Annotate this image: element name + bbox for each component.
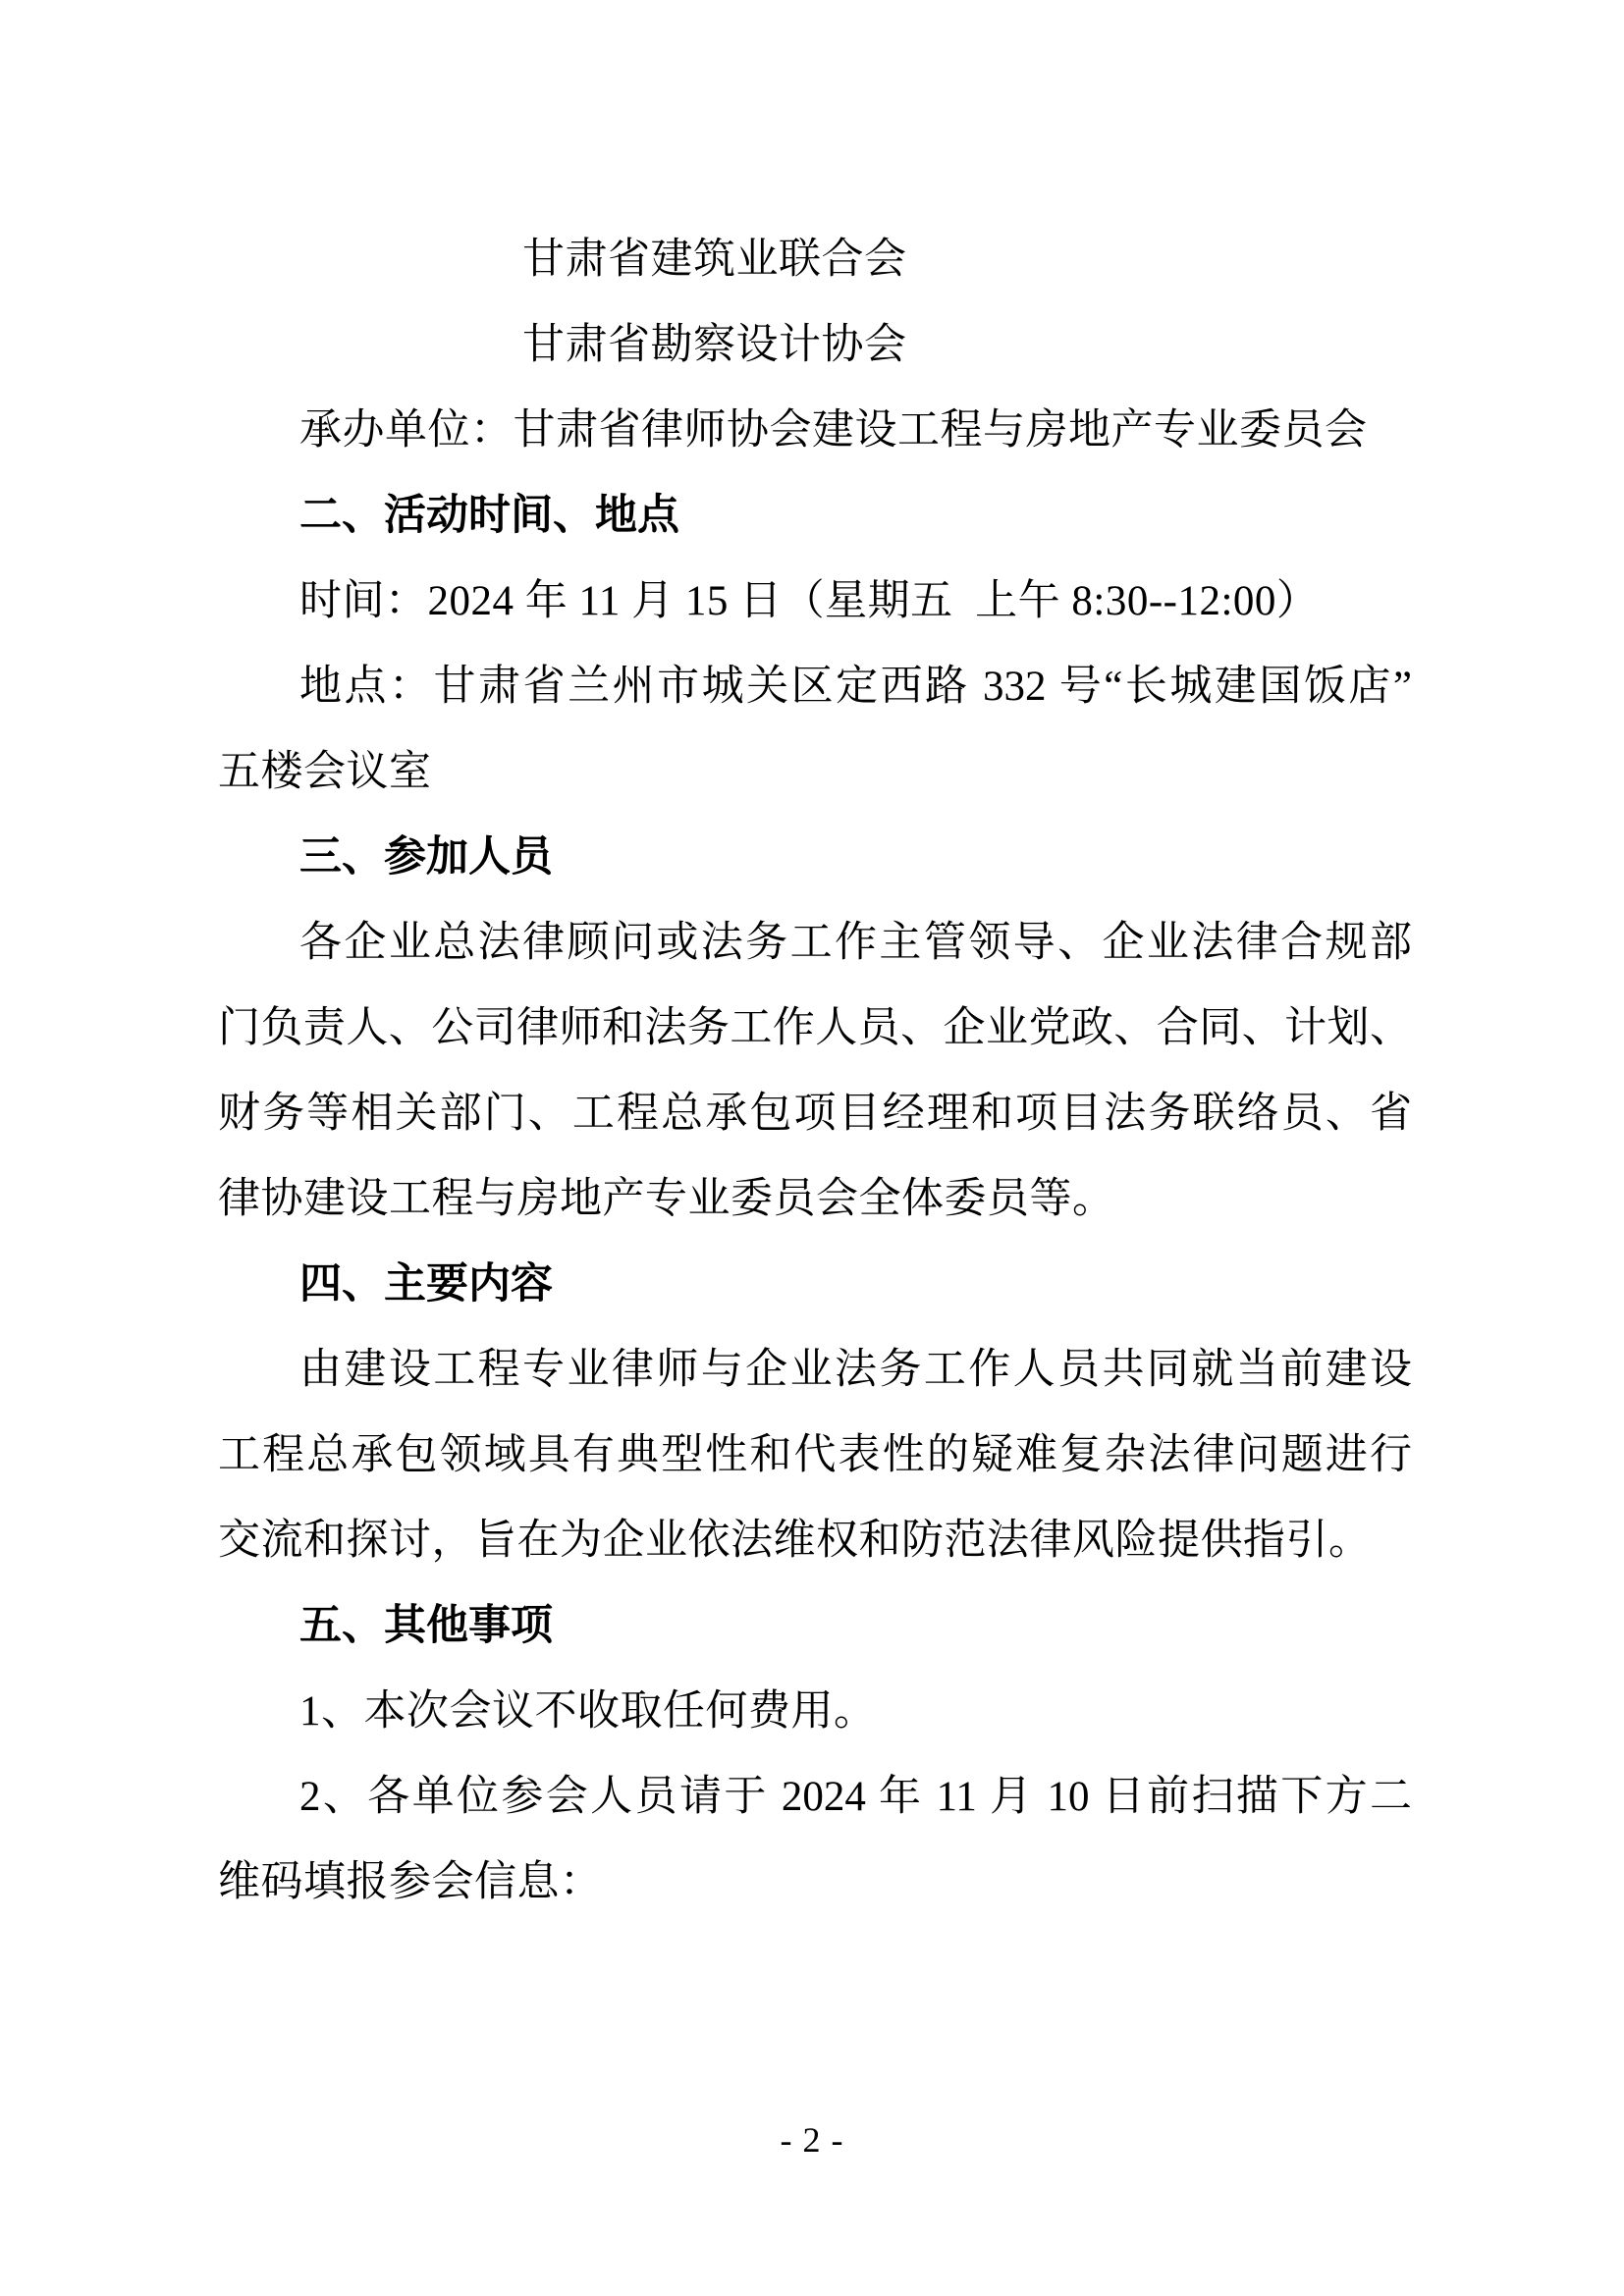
main-content-line-3: 交流和探讨，旨在为企业依法维权和防范法律风险提供指引。 <box>218 1518 1372 1564</box>
participants-line-4: 律协建设工程与房地产专业委员会全体委员等。 <box>218 1176 1115 1222</box>
main-content-line-1: 由建设工程专业律师与企业法务工作人员共同就当前建设 <box>299 1347 1412 1393</box>
participants-line-3: 财务等相关部门、工程总承包项目经理和项目法务联络员、省 <box>218 1091 1412 1137</box>
event-time-line: 时间：2024 年 11 月 15 日（星期五 上午 8:30--12:00） <box>299 578 1320 624</box>
organizer-line: 承办单位：甘肃省律师协会建设工程与房地产专业委员会 <box>299 407 1368 454</box>
event-place-line-1: 地点：甘肃省兰州市城关区定西路 332 号“长城建国饭店” <box>299 664 1412 710</box>
section-heading-participants: 三、参加人员 <box>299 833 553 881</box>
participants-line-2: 门负责人、公司律师和法务工作人员、企业党政、合同、计划、 <box>218 1005 1412 1051</box>
event-place-line-2: 五楼会议室 <box>218 749 432 795</box>
section-heading-time-place: 二、活动时间、地点 <box>299 492 679 539</box>
document-body <box>218 217 1412 1925</box>
page-number: - 2 - <box>780 2120 844 2160</box>
other-item-2-line-2: 维码填报参会信息： <box>218 1859 603 1905</box>
host-org-line-2: 甘肃省勘察设计协会 <box>522 322 907 368</box>
other-item-2-line-1: 2、各单位参会人员请于 2024 年 11 月 10 日前扫描下方二 <box>299 1774 1412 1820</box>
section-heading-content: 四、主要内容 <box>299 1260 553 1308</box>
host-org-line-1: 甘肃省建筑业联合会 <box>522 237 907 283</box>
other-item-1-line: 1、本次会议不收取任何费用。 <box>299 1688 877 1735</box>
main-content-line-2: 工程总承包领域具有典型性和代表性的疑难复杂法律问题进行 <box>218 1432 1412 1478</box>
section-heading-other: 五、其他事项 <box>299 1602 553 1649</box>
participants-line-1: 各企业总法律顾问或法务工作主管领导、企业法律合规部 <box>299 920 1412 966</box>
